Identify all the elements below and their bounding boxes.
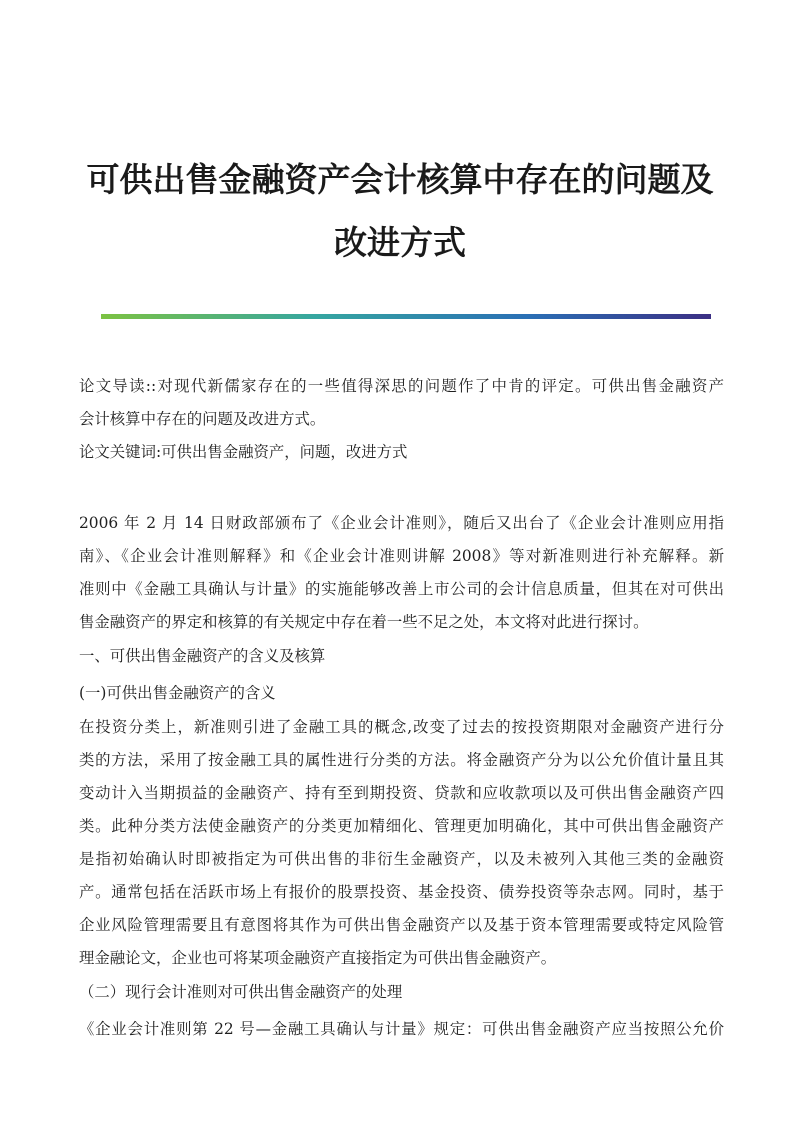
keywords-line: 论文关键词:可供出售金融资产，问题，改进方式 — [79, 443, 408, 461]
subsection-1-line-2: 类的方法，采用了按金融工具的属性进行分类的方法。将金融资产分为以公允价值计量且其 — [79, 751, 724, 769]
document-title-line-1: 可供出售金融资产会计核算中存在的问题及 — [86, 160, 714, 199]
abstract-line-1: 论文导读::对现代新儒家存在的一些值得深思的问题作了中肯的评定。可供出售金融资产 — [79, 377, 724, 395]
intro-line-2: 南》、《企业会计准则解释》和《企业会计准则讲解 2008》等对新准则进行补充解释。新 — [79, 547, 724, 565]
section-1-heading: 一、可供出售金融资产的含义及核算 — [79, 647, 326, 665]
subsection-1-line-6: 产。通常包括在活跃市场上有报价的股票投资、基金投资、债券投资等杂志网。同时，基于 — [79, 883, 724, 901]
subsection-1-heading: (一)可供出售金融资产的含义 — [79, 684, 276, 702]
intro-line-1: 2006 年 2 月 14 日财政部颁布了《企业会计准则》，随后又出台了《企业会计准则应用指 — [79, 514, 724, 532]
subsection-1-line-4: 类。此种分类方法使金融资产的分类更加精细化、管理更加明确化，其中可供出售金融资产 — [79, 817, 724, 835]
intro-line-3: 准则中《金融工具确认与计量》的实施能够改善上市公司的会计信息质量，但其在对可供出 — [79, 580, 724, 598]
subsection-1-line-3: 变动计入当期损益的金融资产、持有至到期投资、贷款和应收款项以及可供出售金融资产四 — [79, 784, 724, 802]
subsection-2-line-1: 《企业会计准则第 22 号—金融工具确认与计量》规定：可供出售金融资产应当按照公允价 — [79, 1020, 724, 1038]
subsection-2-heading: （二）现行会计准则对可供出售金融资产的处理 — [79, 983, 403, 1001]
subsection-1-line-5: 是指初始确认时即被指定为可供出售的非衍生金融资产，以及未被列入其他三类的金融资 — [79, 850, 724, 868]
document-title-line-2: 改进方式 — [334, 223, 466, 262]
intro-line-4: 售金融资产的界定和核算的有关规定中存在着一些不足之处，本文将对此进行探讨。 — [79, 613, 649, 631]
abstract-line-2: 会计核算中存在的问题及改进方式。 — [79, 410, 326, 428]
subsection-1-line-1: 在投资分类上，新准则引进了金融工具的概念,改变了过去的按投资期限对金融资产进行分 — [79, 718, 724, 736]
subsection-1-line-7: 企业风险管理需要且有意图将其作为可供出售金融资产以及基于资本管理需要或特定风险管 — [79, 916, 724, 934]
subsection-1-line-8: 理金融论文，企业也可将某项金融资产直接指定为可供出售金融资产。 — [79, 949, 557, 967]
title-divider — [101, 314, 711, 319]
